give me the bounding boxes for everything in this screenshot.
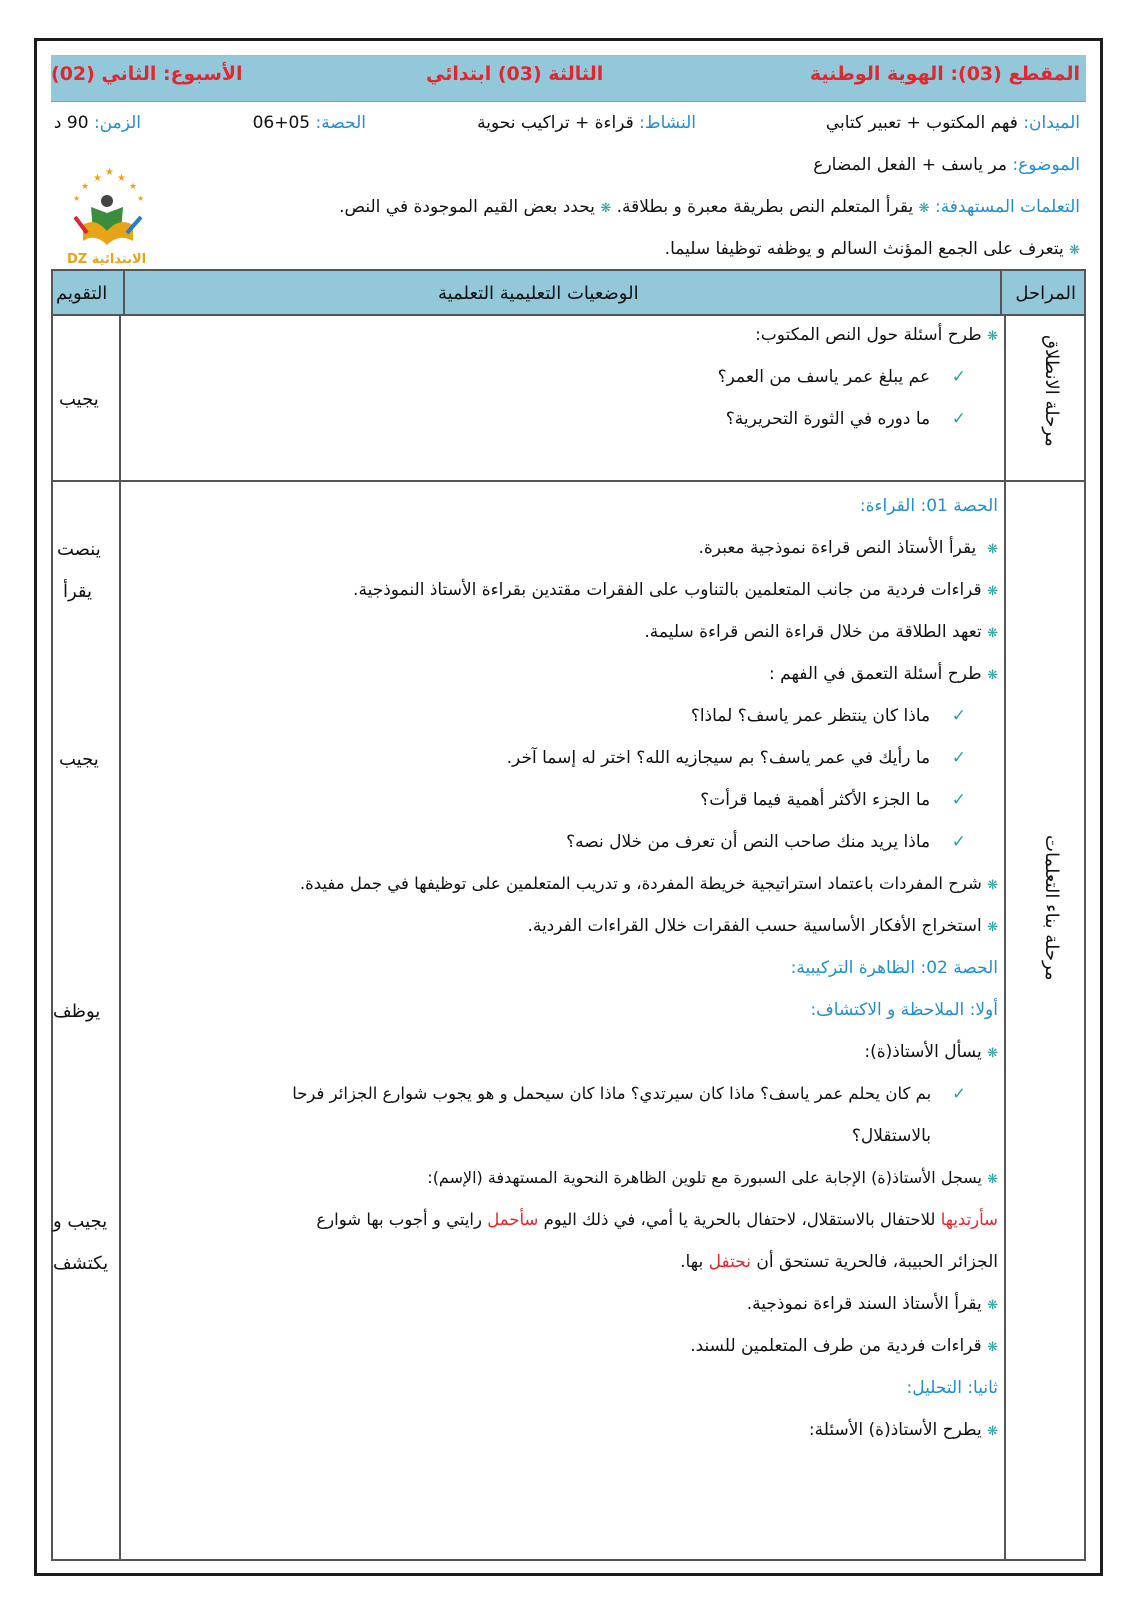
build-p8: ❋ يسجل الأستاذ(ة) الإجابة على السبورة مع تلوين الظاهرة النحوية المستهدفة (الإسم): <box>427 1168 998 1187</box>
svg-text:★: ★ <box>137 194 145 203</box>
build-p7: ❋ يسأل الأستاذ(ة): <box>864 1042 998 1062</box>
lesson-info <box>51 101 1086 269</box>
svg-text:★: ★ <box>117 173 126 184</box>
sub1-title: أولا: الملاحظة و الاكتشاف: <box>810 1000 998 1020</box>
topic-line: الموضوع: مر ياسف + الفعل المضارع <box>813 155 1080 175</box>
session-line: الحصة: 05+06 <box>252 113 366 133</box>
svg-text:★: ★ <box>73 194 81 203</box>
build-stage-cell <box>1004 480 1086 1561</box>
eval-employ: يوظف <box>53 1001 101 1022</box>
col-situations: الوضعيات التعليمية التعلمية <box>438 283 639 304</box>
build-p9: ❋ يقرأ الأستاذ السند قراءة نموذجية. <box>746 1294 998 1314</box>
goal3-line: ❋ يتعرف على الجمع المؤنث السالم و يوظفه توظيفا سليما. <box>664 239 1080 259</box>
build-q5a: ✓ بم كان يحلم عمر ياسف؟ ماذا كان سيرتدي؟ ماذا كان سيحمل و هو يجوب شوارع الجزائر فرحا <box>292 1084 966 1103</box>
build-q1: ✓ ماذا كان ينتظر عمر ياسف؟ لماذا؟ <box>690 706 966 726</box>
build-p5: ❋ شرح المفردات باعتماد استراتيجية خريطة المفردة، و تدريب المتعلمين على توظيفها في جمل مفيدة. <box>299 874 998 893</box>
build-p4: ❋ طرح أسئلة التعمق في الفهم : <box>769 664 998 684</box>
launch-eval: يجيب <box>59 389 99 410</box>
build-q2: ✓ ما رأيك في عمر ياسف؟ بم سيجازيه الله؟ اختر له إسما آخر. <box>506 748 966 768</box>
svg-text:★: ★ <box>93 173 102 184</box>
build-q5b: بالاستقلال؟ <box>851 1126 931 1146</box>
launch-stage: مرحلة الانطلاق <box>1041 335 1062 447</box>
build-p2: ❋ قراءات فردية من جانب المتعلمين بالتناوب على الفقرات مقتدين بقراءة الأستاذ النموذجية. <box>353 580 998 600</box>
activity-line: النشاط: قراءة + تراكيب نحوية <box>477 113 696 133</box>
build-q4: ✓ ماذا يريد منك صاحب النص أن تعرف من خلال نصه؟ <box>566 832 966 852</box>
s2-title: الحصة 02: الظاهرة التركيبية: <box>790 958 998 978</box>
launch-q1: ✓ عم يبلغ عمر ياسف من العمر؟ <box>717 367 966 387</box>
header-bar <box>51 55 1086 102</box>
eval-discover: يكتشف <box>53 1253 109 1274</box>
lesson-sheet <box>51 55 1086 1561</box>
svg-text:★: ★ <box>105 167 114 178</box>
level-title: الثالثة (03) ابتدائي <box>426 63 604 85</box>
time-line: الزمن: 90 د <box>53 113 141 133</box>
table-header <box>51 269 1086 316</box>
build-p11: ❋ يطرح الأستاذ(ة) الأسئلة: <box>808 1420 998 1440</box>
segment-title: المقطع (03): الهوية الوطنية <box>809 63 1080 85</box>
svg-text:★: ★ <box>81 182 90 192</box>
build-p6: ❋ استخراج الأفكار الأساسية حسب الفقرات خلال القراءات الفردية. <box>527 916 998 936</box>
eval-read: يقرأ <box>63 581 93 602</box>
example-line1: سأرتديها للاحتفال بالاستقلال، لاحتفال بالحرية يا أمي، في ذلك اليوم سأحمل رايتي و أجوب بها شوارع <box>316 1210 998 1229</box>
build-p3: ❋ تعهد الطلاقة من خلال قراءة النص قراءة سليمة. <box>644 622 998 642</box>
launch-intro: ❋ طرح أسئلة حول النص المكتوب: <box>755 325 998 345</box>
build-p10: ❋ قراءات فردية من طرف المتعلمين للسند. <box>690 1336 998 1356</box>
launch-q2: ✓ ما دوره في الثورة التحريرية؟ <box>725 409 966 429</box>
col-stages: المراحل <box>1015 283 1076 304</box>
eval-answer: يجيب <box>59 749 99 770</box>
build-content-cell <box>119 480 1006 1561</box>
domain-line: الميدان: فهم المكتوب + تعبير كتابي <box>825 113 1080 133</box>
goals-line: التعلمات المستهدفة: ❋ يقرأ المتعلم النص بطريقة معبرة و بطلاقة. ❋ يحدد بعض القيم الموجودة في النص. <box>339 197 1080 217</box>
build-p1: ❋ يقرأ الأستاذ النص قراءة نموذجية معبرة. <box>698 538 998 558</box>
eval-listen: ينصت <box>57 539 101 560</box>
s1-title: الحصة 01: القراءة: <box>859 496 998 516</box>
col-eval: التقويم <box>56 283 108 304</box>
example-line2: الجزائر الحبيبة، فالحرية تستحق أن نحتفل بها. <box>680 1252 998 1272</box>
eval-answer-discover: يجيب و <box>53 1211 108 1232</box>
build-stage: مرحلة بناء التعلمات <box>1041 835 1062 981</box>
school-logo <box>61 161 161 269</box>
logo-graphic <box>61 161 161 269</box>
week-title: الأسبوع: الثاني (02) <box>51 63 243 85</box>
page-frame <box>34 38 1103 1576</box>
svg-text:★: ★ <box>129 182 138 192</box>
logo-text: DZ الابتدائية <box>67 252 147 267</box>
build-q3: ✓ ما الجزء الأكثر أهمية فيما قرأت؟ <box>700 790 966 810</box>
sub2-title: ثانيا: التحليل: <box>906 1378 998 1398</box>
